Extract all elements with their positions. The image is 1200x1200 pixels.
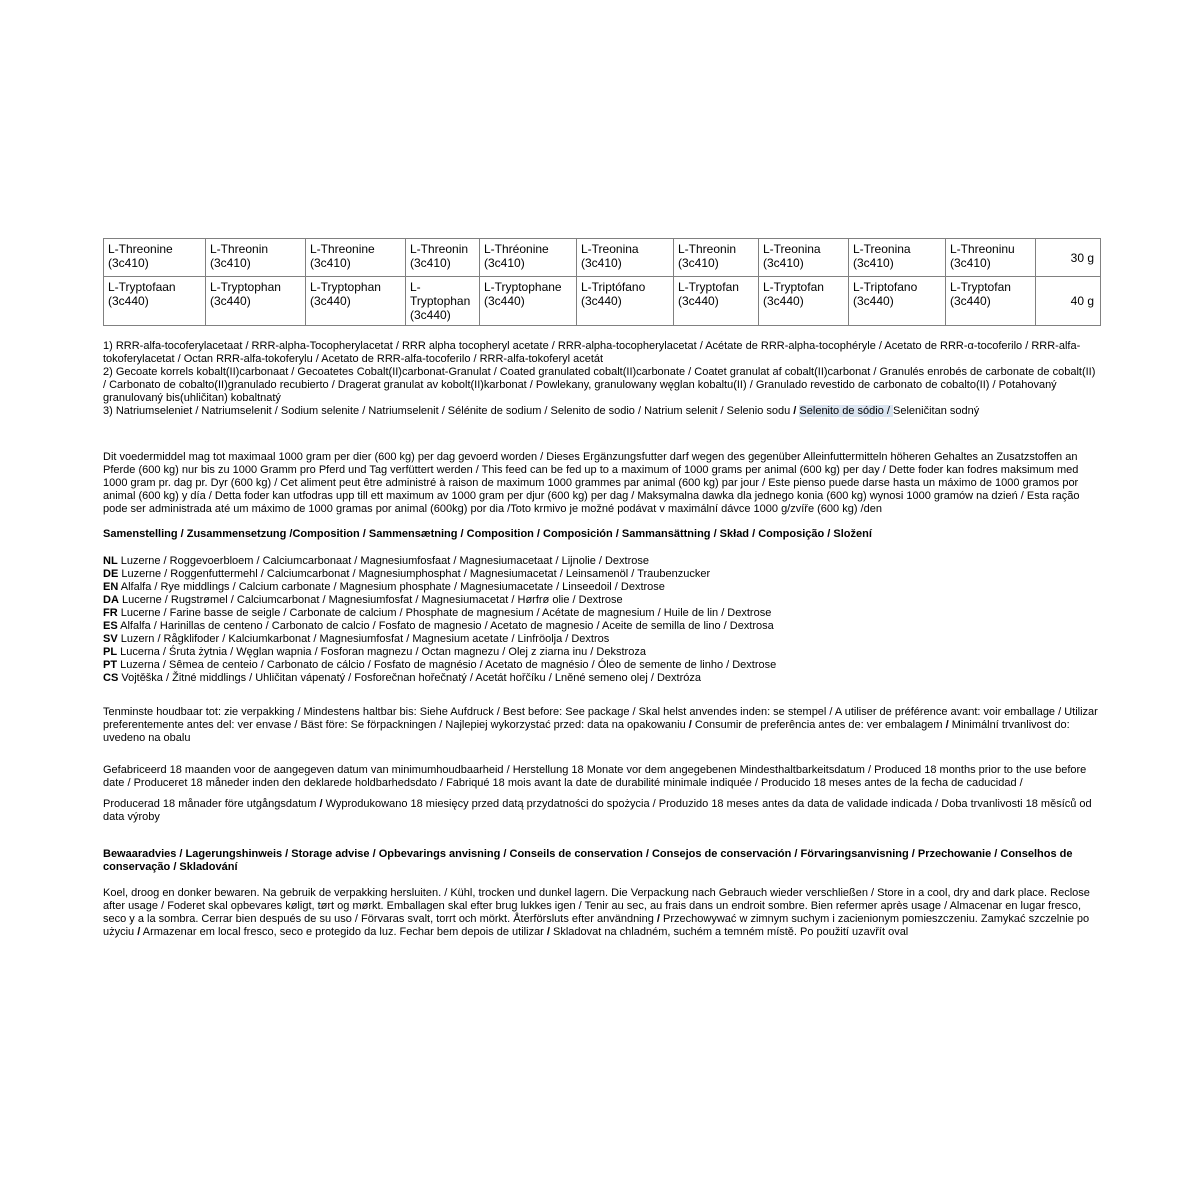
composition-item-de (103, 568, 1100, 581)
additive-code: (3c410) (950, 256, 991, 270)
ingredient-name: L-Tryptophane (484, 280, 562, 294)
ingredient-cell (946, 277, 1036, 326)
lang-code: DA (103, 594, 119, 606)
additive-code: (3c440) (108, 294, 149, 308)
ingredient-cell (674, 277, 759, 326)
ingredient-name: L-Treonina (853, 242, 911, 256)
ingredient-name: L-Tryptophan (210, 280, 281, 294)
composition-list (103, 555, 1100, 685)
composition-item-nl (103, 555, 1100, 568)
production-date-text-1: Gefabriceerd 18 maanden voor de aangegeven datum van minimumhoudbaarheid / Herstellung 18 Monate vor dem angegebenen Mindesthaltbarkeitsdatum / Produced 18 months prior to the use before date / Produceret 18 måneder inden den deklarede holdbarhedsdato / Fabriqué 18 mois avant la date de durabilité minimale indiquée / Producido 18 meses antes de la fecha de caducidad / (103, 764, 1087, 789)
ingredient-cell (849, 239, 946, 277)
lang-code: NL (103, 555, 118, 567)
additive-code: (3c440) (853, 294, 894, 308)
ingredient-cell (104, 239, 206, 277)
additive-code: (3c440) (484, 294, 525, 308)
ingredient-cell (306, 277, 406, 326)
storage-advice-text: Koel, droog en donker bewaren. Na gebruik de verpakking hersluiten. / Kühl, trocken und dunkel lagern. Die Verpackung nach Gebrauch wieder verschließen / Store in a cool, dry and dark place. Reclose after usage / Foderet skal opbevares køligt, tørt og mørkt. Emballagen skal efter brug lukkes igen / Tenir au sec, au frais dans un endroit sombre. Bien refermer après usage / Almacenar en lugar fresco, seco y a la sombra. Cerrar bien después de su uso / Förvaras svalt, torrt och mörkt. Återförsluts efter användning / Przechowywać w zimnym suchym i zacienionym pomieszczeniu. Zamykać szczelnie po użyciu / Armazenar em local fresco, seco e protegido da luz. Fechar bem depois de utilizar / Skladovat na chladném, suchém a temném místě. Po použití uzavřít oval (103, 887, 1090, 938)
additive-code: (3c410) (484, 256, 525, 270)
best-before-text: Tenminste houdbaar tot: zie verpakking / Mindestens haltbar bis: Siehe Aufdruck / Best before: See package / Skal helst anvendes inden: se stempel / A utiliser de préférence avant: voir emballage / Utilizar preferentemente antes del: ver envase / Bäst före: Se förpackningen / Najlepiej wykorzystać przed: data na opakowaniu / Consumir de preferência antes de: ver embalagem / Minimální trvanlivost do: uvedeno na obalu (103, 706, 1098, 744)
amino-acids-table (103, 238, 1101, 326)
composition-text: Alfalfa / Harinillas de centeno / Carbonato de calcio / Fosfato de magnesio / Acetato de magnesio / Aceite de semilla de lino / Dextrosa (120, 620, 774, 632)
additive-code: (3c410) (210, 256, 251, 270)
lang-code: FR (103, 607, 118, 619)
ingredient-cell (759, 239, 849, 277)
ingredient-cell (104, 277, 206, 326)
composition-item-fr (103, 607, 1100, 620)
production-date-text-2: Producerad 18 månader före utgångsdatum / Wyprodukowano 18 miesięcy przed datą przydatności do spożycia / Produzido 18 meses antes da data de validade indicada / Doba trvanlivosti 18 měsíců od data výroby (103, 798, 1092, 823)
ingredient-name: L-Tryptofan (678, 280, 739, 294)
additive-code: (3c410) (581, 256, 622, 270)
ingredient-name: L-Tryptofan (950, 280, 1011, 294)
ingredient-name: L-Threonine (310, 242, 375, 256)
lang-code: CS (103, 672, 119, 684)
additive-code: (3c410) (678, 256, 719, 270)
ingredient-cell (406, 239, 480, 277)
composition-text: Luzerne / Roggenfuttermehl / Calciumcarbonat / Magnesiumphosphat / Magnesiumacetat / Leinsamenöl / Traubenzucker (121, 568, 711, 580)
ingredient-cell (674, 239, 759, 277)
table-row-tryptophan (104, 277, 1101, 326)
ingredient-cell (306, 239, 406, 277)
amount-cell: 30 g (1036, 239, 1101, 277)
composition-text: Vojtěška / Žitné middlings / Uhličitan vápenatý / Fosforečnan hořečnatý / Acetát hořčíku / Lněné semeno olej / Dextróza (121, 672, 701, 684)
composition-item-en (103, 581, 1100, 594)
ingredient-name: L-Treonina (763, 242, 821, 256)
lang-code: PL (103, 646, 118, 658)
composition-item-es (103, 620, 1100, 633)
composition-item-cs (103, 672, 1100, 685)
ingredient-name: L-Tryptophan (410, 280, 471, 308)
composition-item-da (103, 594, 1100, 607)
ingredient-name: L-Thréonine (484, 242, 549, 256)
ingredient-name: L-Threonin (210, 242, 269, 256)
additive-code: (3c410) (310, 256, 351, 270)
lang-code: ES (103, 620, 118, 632)
ingredient-name: L-Tryptofan (763, 280, 824, 294)
ingredient-name: L-Triptofano (853, 280, 918, 294)
composition-text: Luzerna / Sêmea de centeio / Carbonato de cálcio / Fosfato de magnésio / Acetato de magnésio / Óleo de semente de linho / Dextrose (120, 659, 777, 671)
additive-code: (3c410) (410, 256, 451, 270)
composition-text: Lucerne / Rugstrømel / Calciumcarbonat / Magnesiumfosfat / Magnesiumacetat / Hørfrø olie / Dextrose (121, 594, 623, 606)
ingredient-name: L-Threonin (410, 242, 469, 256)
ingredient-cell (759, 277, 849, 326)
ingredient-cell (946, 239, 1036, 277)
ingredient-cell (406, 277, 480, 326)
composition-text: Lucerna / Śruta żytnia / Węglan wapnia / Fosforan magnezu / Octan magnezu / Olej z ziarna inu / Dekstroza (120, 646, 646, 658)
label-sheet (103, 238, 1100, 939)
ingredient-cell (577, 239, 674, 277)
additive-code: (3c410) (763, 256, 804, 270)
composition-item-sv (103, 633, 1100, 646)
additive-footnotes (103, 340, 1100, 418)
ingredient-name: L-Triptófano (581, 280, 646, 294)
lang-code: PT (103, 659, 118, 671)
ingredient-name: L-Tryptophan (310, 280, 381, 294)
additive-code: (3c410) (853, 256, 894, 270)
composition-text: Luzerne / Roggevoerbloem / Calciumcarbonaat / Magnesiumfosfaat / Magnesiumacetaat / Lijnolie / Dextrose (120, 555, 650, 567)
footnote-1: 1) RRR-alfa-tocoferylacetaat / RRR-alpha-Tocopherylacetat / RRR alpha tocopheryl acetate / RRR-alpha-tocopherylacetat / Acétate de RRR-alpha-tocophéryle / Acetato de RRR-α-tocoferilo / RRR-alfa-tokoferylacetat / Octan RRR-alfa-tokoferylu / Acetato de RRR-alfa-tocoferilo / RRR-alfa-tokoferyl acetát (103, 340, 1081, 365)
ingredient-name: L-Threonin (678, 242, 737, 256)
ingredient-cell (206, 277, 306, 326)
composition-item-pl (103, 646, 1100, 659)
ingredient-cell (206, 239, 306, 277)
ingredient-cell (577, 277, 674, 326)
ingredient-name: L-Tryptofaan (108, 280, 176, 294)
ingredient-cell (480, 277, 577, 326)
footnote-3: 3) Natriumseleniet / Natriumselenit / Sodium selenite / Natriumselenit / Sélénite de sodium / Selenito de sodio / Natrium selenit / Selenio sodu / Selenito de sódio / Seleničitan sodný (103, 405, 980, 417)
storage-advice-heading: Bewaaradvies / Lagerungshinweis / Storage advise / Opbevarings anvisning / Conseils de conservation / Consejos de conservación / Förvaringsanvisning / Przechowanie / Conselhos de conservação / Skladování (103, 848, 1073, 873)
table-row-threonine (104, 239, 1101, 277)
additive-code: (3c440) (210, 294, 251, 308)
additive-code: (3c440) (950, 294, 991, 308)
ingredient-cell (849, 277, 946, 326)
ingredient-name: L-Threoninu (950, 242, 1015, 256)
amount-cell: 40 g (1036, 277, 1101, 326)
additive-code: (3c440) (410, 308, 451, 322)
lang-code: DE (103, 568, 119, 580)
additive-code: (3c440) (310, 294, 351, 308)
additive-code: (3c440) (581, 294, 622, 308)
footnote-2: 2) Gecoate korrels kobalt(II)carbonaat / Gecoatetes Cobalt(II)carbonat-Granulat / Coated granulated cobalt(II)carbonate / Coatet granulat af cobalt(II)carbonat / Granulés enrobés de carbonate de cobalt(II) / Carbonato de cobalto(II)granulado recubierto / Dragerat granulat av kobolt(II)karbonat / Powlekany, granulowany węglan kobaltu(II) / Granulado revestido de carbonato de cobalto(II) / Potahovaný granulovaný bis(uhličitan) kobaltnatý (103, 366, 1096, 404)
ingredient-name: L-Treonina (581, 242, 639, 256)
lang-code: EN (103, 581, 119, 593)
feeding-instructions: Dit voedermiddel mag tot maximaal 1000 gram per dier (600 kg) per dag gevoerd worden / Dieses Ergänzungsfutter darf wegen des gegenüber Alleinfuttermitteln höheren Gehaltes an Zusatzstoffen an Pferde (600 kg) nur bis zu 1000 Gramm pro Pferd und Tag verfüttert werden / This feed can be fed up to a maximum of 1000 grams per animal (600 kg) per day / Dette foder kan fodres maksimum med 1000 gram pr. dag pr. Dyr (600 kg) / Cet aliment peut être administré à raison de maximum 1000 grammes par animal (600 kg) par jour / Este pienso puede darse hasta un máximo de 1000 gramos por animal (600 kg) y día / Detta foder kan utfodras upp till ett maximum av 1000 gram per djur (600 kg) per dag / Maksymalna dawka dla jednego konia (600 kg) wynosi 1000 gramów na dzień / Esta ração pode ser administrada até um máximo de 1000 gramas por animal (600kg) por dia /Toto krmivo je možné podávat v maximální dávce 1000 g/zvíře (600 kg) /den (103, 451, 1080, 515)
ingredient-name: L-Threonine (108, 242, 173, 256)
additive-code: (3c440) (678, 294, 719, 308)
composition-text: Alfalfa / Rye middlings / Calcium carbonate / Magnesium phosphate / Magnesiumacetate / Linseedoil / Dextrose (120, 581, 665, 593)
additive-code: (3c440) (763, 294, 804, 308)
composition-heading: Samenstelling / Zusammensetzung /Composition / Sammensætning / Composition / Composición / Sammansättning / Skład / Composição / Složení (103, 528, 872, 540)
lang-code: SV (103, 633, 118, 645)
composition-item-pt (103, 659, 1100, 672)
composition-text: Lucerne / Farine basse de seigle / Carbonate de calcium / Phosphate de magnesium / Acétate de magnesium / Huile de lin / Dextrose (120, 607, 772, 619)
composition-text: Luzern / Rågklifoder / Kalciumkarbonat / Magnesiumfosfat / Magnesium acetate / Linfröolja / Dextros (120, 633, 610, 645)
ingredient-cell (480, 239, 577, 277)
additive-code: (3c410) (108, 256, 149, 270)
